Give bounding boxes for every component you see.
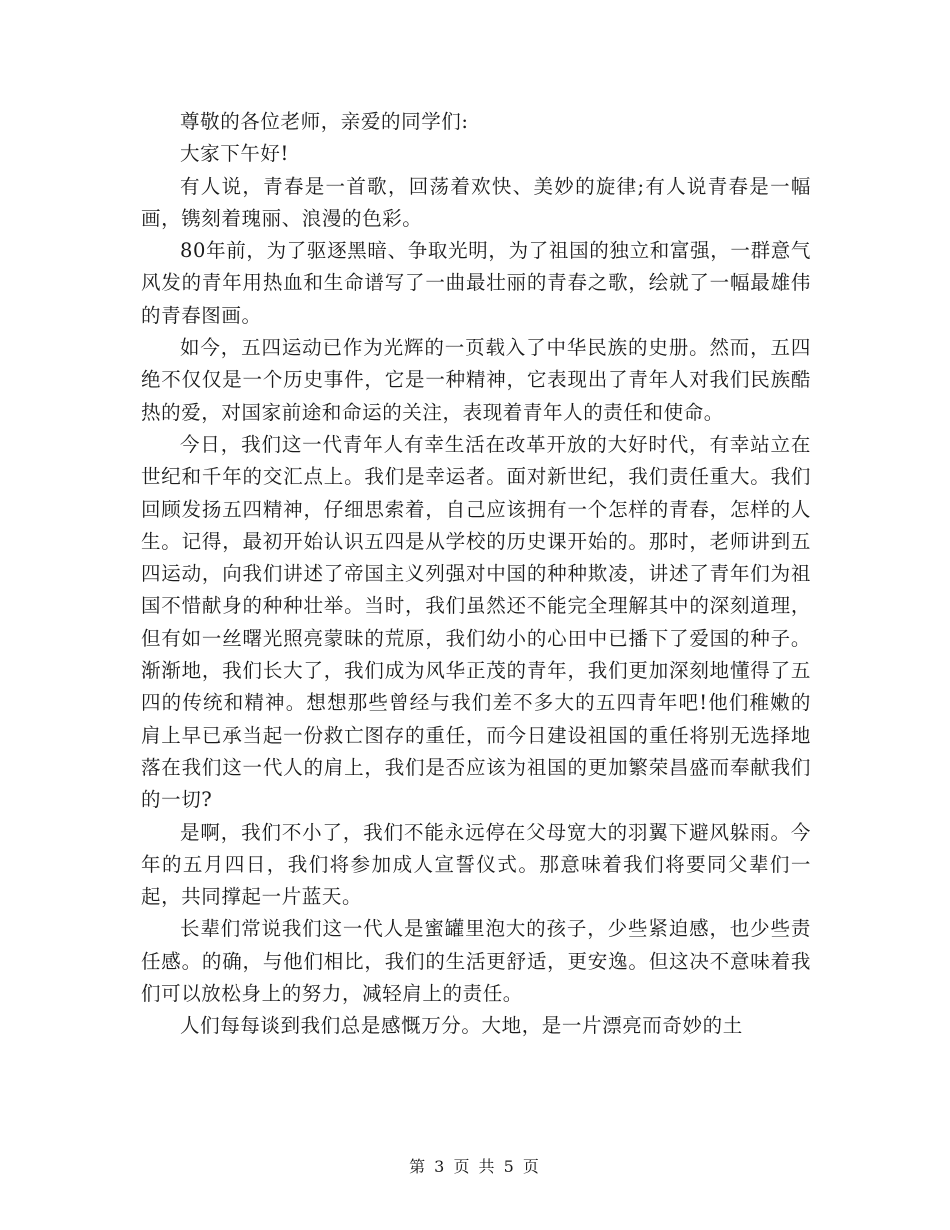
paragraph-salutation: 尊敬的各位老师，亲爱的同学们:: [180, 110, 469, 133]
paragraph-greeting: 大家下午好!: [180, 142, 289, 166]
paragraph-today: 今日，我们这一代青年人有幸生活在改革开放的大好时代，有幸站立在世纪和千年的交汇点上。我们是幸运者。面对新世纪，我们责任重大。我们回顾发扬五四精神，仔细思索着，自己应该拥有一个怎样的青春，怎样的人生。记得，最初开始认识五四是从学校的历史课开始的。那时，老师讲到五四运动，向我们讲述了帝国主义列强对中国的种种欺凌，讲述了青年们为祖国不惜献身的种种壮举。当时，我们虽然还不能完全理解其中的深刻道理，但有如一丝曙光照亮蒙昧的荒原，我们幼小的心田中已播下了爱国的种子。渐渐地，我们长大了，我们成为风华正茂的青年，我们更加深刻地懂得了五四的传统和精神。想想那些曾经与我们差不多大的五四青年吧!他们稚嫩的肩上早已承当起一份救亡图存的重任，而今日建设祖国的重任将别无选择地落在我们这一代人的肩上，我们是否应该为祖国的更加繁荣昌盛而奉献我们的一切?: [141, 432, 811, 812]
paragraph-80-years-ago: 80年前，为了驱逐黑暗、争取光明，为了祖国的独立和富强，一群意气风发的青年用热血和生命谱写了一曲最壮丽的青春之歌，绘就了一幅最雄伟的青春图画。: [141, 239, 811, 327]
paragraph-elders: 长辈们常说我们这一代人是蜜罐里泡大的孩子，少些紧迫感，也少些责任感。的确，与他们相比，我们的生活更舒适，更安逸。但这决不意味着我们可以放松身上的努力，减轻肩上的责任。: [141, 917, 811, 1006]
document-body: [141, 106, 811, 1043]
paragraph-youth-metaphor: 有人说，青春是一首歌，回荡着欢快、美妙的旋律;有人说青春是一幅画，镌刻着瑰丽、浪漫的色彩。: [141, 174, 811, 230]
paragraph-continued: 人们每每谈到我们总是感慨万分。大地，是一片漂亮而奇妙的土: [180, 1014, 743, 1038]
page-number-footer: 第 3 页 共 5 页: [409, 1157, 541, 1176]
paragraph-growing-up: 是啊，我们不小了，我们不能永远停在父母宽大的羽翼下避风躲雨。今年的五月四日，我们将参加成人宣誓仪式。那意味着我们将要同父辈们一起，共同撑起一片蓝天。: [141, 820, 811, 909]
paragraph-may-fourth-spirit: 如今，五四运动已作为光辉的一页载入了中华民族的史册。然而，五四绝不仅仅是一个历史事件，它是一种精神，它表现出了青年人对我们民族酷热的爱，对国家前途和命运的关注，表现着青年人的责任和使命。: [141, 336, 811, 424]
